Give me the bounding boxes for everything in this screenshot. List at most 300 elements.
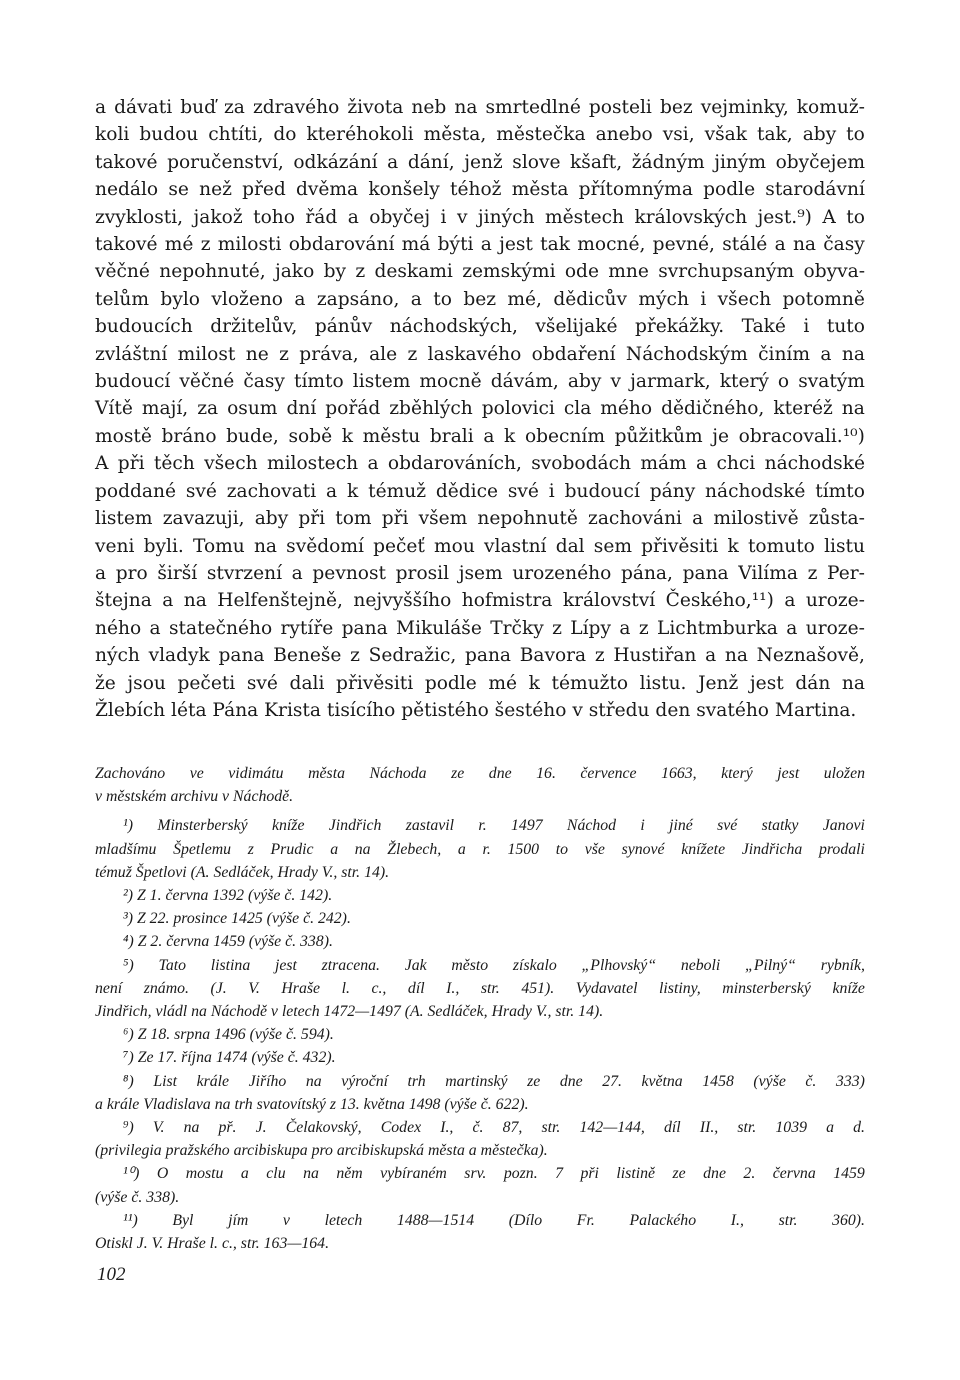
word: ztracena. <box>321 956 380 974</box>
word: svobodách <box>531 453 631 475</box>
word: knížete <box>681 840 726 858</box>
word: bráno <box>161 425 217 447</box>
word: městečka <box>496 124 586 146</box>
word: str. <box>737 1119 757 1137</box>
word: témuž <box>368 480 426 502</box>
word: „Pilný“ <box>745 956 796 974</box>
word: všech <box>717 288 772 310</box>
word: Codex <box>380 1119 422 1137</box>
word: uroze- <box>805 590 865 612</box>
word: časy <box>823 234 865 256</box>
word: zvláštní <box>95 343 168 365</box>
word: konšely <box>368 179 440 201</box>
word: d. <box>853 1119 865 1137</box>
word: zůsta- <box>808 508 865 530</box>
word: žádným <box>631 151 705 173</box>
footnote-line: ⁴) Z 2. června 1459 (výše č. 338). <box>123 933 333 951</box>
word: překážky. <box>634 316 725 338</box>
word: ¹) <box>123 817 133 835</box>
word: listu <box>824 535 865 557</box>
footnote-line <box>95 1116 865 1139</box>
word: Tomu <box>193 535 245 557</box>
word: 1459 <box>833 1165 865 1183</box>
word: listina <box>210 956 251 974</box>
word: zvyklosti, <box>95 206 184 228</box>
word: to <box>846 206 865 228</box>
word: a <box>95 562 107 584</box>
word: při <box>381 508 409 530</box>
word: Vilíma <box>738 562 798 584</box>
word: rybník, <box>820 956 865 974</box>
word: veni <box>95 535 135 557</box>
word: do <box>273 124 297 146</box>
word: mých <box>638 288 689 310</box>
word: a <box>162 590 174 612</box>
word: 16. <box>536 765 556 782</box>
word: potomně <box>782 288 865 310</box>
word: obdarování <box>288 234 395 256</box>
footnote-line: a krále Vladislava na trh svatovítský z 13. května 1498 (výše č. 622). <box>95 1095 529 1113</box>
word: I., <box>446 979 460 997</box>
word: ¹⁰) <box>123 1165 140 1183</box>
word: díl <box>664 1119 681 1137</box>
word: buď <box>180 97 216 118</box>
word: to <box>433 288 452 310</box>
word: Beneše <box>273 645 342 667</box>
word: milost <box>177 343 236 365</box>
word: jako <box>274 261 315 283</box>
word: činím <box>758 343 811 365</box>
word: řád <box>305 206 338 228</box>
word: brali <box>429 425 474 447</box>
word: věčné <box>95 261 150 283</box>
word: Helfenštejně, <box>217 590 343 612</box>
word: listem <box>95 508 153 530</box>
word: pana <box>341 617 388 639</box>
word: 360). <box>832 1211 865 1229</box>
main-text-line <box>95 395 865 422</box>
word: Palackého <box>629 1211 697 1229</box>
word: statečného <box>169 617 273 639</box>
word: ⁸) <box>123 1072 134 1090</box>
word: uroze- <box>805 617 865 639</box>
word: a <box>347 206 359 228</box>
word: města, <box>423 124 487 146</box>
word: podle <box>424 672 477 694</box>
footnote-line <box>95 814 865 837</box>
word: královských <box>634 206 748 228</box>
word: osum <box>227 398 278 420</box>
word: v <box>456 206 468 228</box>
word: Hustiřan <box>613 645 697 667</box>
word: vlastní <box>484 535 547 557</box>
word: (výše <box>753 1072 786 1090</box>
word: Fr. <box>576 1211 595 1229</box>
word: by <box>323 261 347 283</box>
word: jiných <box>477 206 535 228</box>
main-text-block <box>95 94 865 724</box>
word: budoucí <box>564 480 640 502</box>
word: vladyk <box>148 645 210 667</box>
word: pána, <box>620 562 673 584</box>
word: jest.⁹) <box>757 206 812 228</box>
word: a <box>457 840 466 858</box>
word: č. <box>472 1119 484 1137</box>
word: jest <box>749 672 784 694</box>
word: mocné, <box>577 234 646 256</box>
word: 451). <box>521 979 555 997</box>
word: trh <box>407 1072 426 1090</box>
word: který <box>721 765 753 782</box>
word: město <box>451 956 489 974</box>
word: takové <box>95 234 158 256</box>
word: o <box>777 371 790 393</box>
word: kníže <box>832 979 865 997</box>
word: Jiřího <box>248 1072 287 1090</box>
word: to <box>846 124 865 146</box>
word: v <box>282 1211 290 1229</box>
word: a <box>774 234 786 256</box>
main-text-line <box>95 286 865 313</box>
word: II., <box>699 1119 719 1137</box>
word: „Plhovský“ <box>581 956 657 974</box>
footnote-line <box>95 1070 865 1093</box>
word: letech <box>324 1211 363 1229</box>
word: z <box>200 234 211 256</box>
word: obyčejem <box>775 151 865 173</box>
word: l. <box>341 979 350 997</box>
footnote-line: Otiskl J. V. Hraše l. c., str. 163—164. <box>95 1235 330 1253</box>
word: sem <box>593 535 632 557</box>
word: z <box>279 343 289 365</box>
word: listině <box>616 1165 656 1183</box>
word: a <box>330 840 339 858</box>
footnote-line: témuž Špetlovi (A. Sedláček, Hrady V., str. 14). <box>95 863 390 881</box>
word: z <box>355 261 366 283</box>
word: z <box>407 343 418 365</box>
word: smrtedlné <box>485 97 581 118</box>
word: Lípy <box>570 617 611 639</box>
word: pečeť <box>373 535 425 557</box>
word: nejvyššího <box>353 590 452 612</box>
word: budou <box>139 124 199 146</box>
word: za <box>197 398 219 420</box>
word: a <box>696 453 708 475</box>
word: vsi, <box>662 124 695 146</box>
word: tak, <box>756 124 793 146</box>
word: dán <box>795 672 831 694</box>
word: listiny, <box>659 979 701 997</box>
word: července <box>580 765 637 782</box>
word: života <box>347 97 404 118</box>
word: jest <box>274 956 297 974</box>
word: martinský <box>445 1072 508 1090</box>
word: poručenství, <box>167 151 284 173</box>
word: a <box>619 617 631 639</box>
word: dvěma <box>296 179 359 201</box>
word: z <box>350 645 360 667</box>
word: tímto <box>815 480 865 502</box>
word: při <box>580 1165 599 1183</box>
word: z <box>594 645 605 667</box>
word: A <box>95 453 109 475</box>
word: uložen <box>823 765 865 782</box>
word: a <box>692 508 704 530</box>
word: aby <box>567 371 602 393</box>
word: náchodské <box>764 453 865 475</box>
word: A <box>822 206 836 228</box>
word: milostivě <box>713 508 799 530</box>
word: př. <box>218 1119 237 1137</box>
word: na <box>841 343 865 365</box>
word: vejminky, <box>700 97 789 118</box>
word: držitelův, <box>210 316 298 338</box>
word: I., <box>730 1211 744 1229</box>
word: Jindřich <box>328 817 382 835</box>
word: starodávní <box>765 179 865 201</box>
word: dne <box>488 765 512 782</box>
word: str. <box>480 979 500 997</box>
word: jím <box>228 1211 249 1229</box>
footnote-2 <box>95 884 865 907</box>
word: obyva- <box>803 261 865 283</box>
word: toho <box>253 206 295 228</box>
word: který <box>719 371 769 393</box>
word: synové <box>621 840 665 858</box>
word: půžitkům <box>614 425 703 447</box>
main-text-line <box>95 176 865 203</box>
footnote-line: ⁷) Ze 17. října 1474 (výše č. 432). <box>123 1049 336 1067</box>
footnote-8 <box>95 1070 865 1116</box>
word: a <box>410 288 422 310</box>
word: sobě <box>288 425 333 447</box>
word: urozeného <box>512 562 612 584</box>
word: přítomnýma <box>578 179 693 201</box>
word: jiné <box>669 817 693 835</box>
word: štejna <box>95 590 152 612</box>
main-text-line <box>95 478 865 505</box>
word: pana <box>218 645 265 667</box>
word: bez <box>463 288 497 310</box>
main-text-line: Žlebích léta Pána Krista tisícího pětistého šestého v středu den svatého Martina. <box>95 699 857 721</box>
word: Náchodským <box>625 343 748 365</box>
word: dědicův <box>553 288 627 310</box>
word: na <box>841 398 865 420</box>
word: mám <box>640 453 687 475</box>
main-text-line <box>95 121 865 148</box>
word: obracovali.¹⁰) <box>738 425 865 447</box>
word: a <box>387 151 399 173</box>
word: května <box>641 1072 683 1090</box>
word: Neznašově, <box>756 645 865 667</box>
word: známo. <box>143 979 189 997</box>
word: na <box>841 672 865 694</box>
word: pevnost <box>312 562 387 584</box>
word: a <box>291 562 303 584</box>
word: městech <box>544 206 625 228</box>
word: i <box>440 206 447 228</box>
word: z <box>807 562 818 584</box>
word: na <box>354 840 371 858</box>
word: Per- <box>827 562 865 584</box>
word: Náchod <box>566 817 617 835</box>
word: mou <box>434 535 475 557</box>
footnote-line <box>95 1209 865 1232</box>
word: získalo <box>512 956 557 974</box>
word: nepohnuté, <box>159 261 266 283</box>
word: O <box>156 1165 169 1183</box>
word: své <box>246 672 278 694</box>
word: má <box>401 234 431 256</box>
word: aby <box>254 508 289 530</box>
word: i <box>548 480 555 502</box>
word: ných <box>95 645 140 667</box>
word: zastavil <box>405 817 455 835</box>
word: Hraše <box>281 979 321 997</box>
word: č. <box>805 1072 817 1090</box>
word: mé, <box>507 288 542 310</box>
word: těch <box>153 453 195 475</box>
footnote-6 <box>95 1023 865 1046</box>
word: r. <box>478 817 487 835</box>
main-text-line <box>95 505 865 532</box>
word: anebo <box>595 124 653 146</box>
word: vše <box>584 840 605 858</box>
word: Náchoda <box>369 765 427 782</box>
word: jest <box>777 765 800 782</box>
word: k <box>341 425 354 447</box>
word: za <box>224 97 245 118</box>
word: zachovati <box>226 480 317 502</box>
word: nedálo <box>95 179 159 201</box>
word: pečeti <box>177 672 236 694</box>
word: téhož <box>450 179 502 201</box>
word: Lichtmburka <box>656 617 778 639</box>
word: chtíti, <box>208 124 264 146</box>
word: z <box>247 840 254 858</box>
word: a <box>95 97 107 118</box>
word: dne <box>559 1072 583 1090</box>
word: J. <box>255 1119 267 1137</box>
word: V. <box>152 1119 165 1137</box>
word: Bavora <box>519 645 587 667</box>
word: (J. <box>210 979 227 997</box>
word: vybíraném <box>380 1165 447 1183</box>
word: kšaft, <box>570 151 623 173</box>
word: 142—144, <box>579 1119 645 1137</box>
word: přivěsiti <box>641 535 719 557</box>
footnote-5 <box>95 954 865 1024</box>
word: a <box>149 617 161 639</box>
word: svatým <box>798 371 865 393</box>
word: Janovi <box>822 817 865 835</box>
word: listem <box>352 371 411 393</box>
word: Špetlemu <box>173 840 232 858</box>
word: Jak <box>404 956 427 974</box>
word: a <box>294 288 306 310</box>
main-text-line <box>95 423 865 450</box>
word: i <box>803 316 810 338</box>
word: a <box>480 234 492 256</box>
word: z <box>552 617 562 639</box>
word: 87, <box>502 1119 523 1137</box>
word: náchodských, <box>389 316 518 338</box>
word: kníže <box>272 817 305 835</box>
word: obdarováních, <box>387 453 522 475</box>
word: zemskými <box>462 261 556 283</box>
word: tom <box>335 508 372 530</box>
word: jenž <box>464 151 503 173</box>
word: před <box>242 179 286 201</box>
footnote-4 <box>95 930 865 953</box>
word: pořád <box>325 398 381 420</box>
word: věčné <box>179 371 235 393</box>
source-note <box>95 762 865 808</box>
word: 1663, <box>661 765 697 782</box>
word: Vítě <box>95 398 133 420</box>
word: stvrzení <box>206 562 283 584</box>
word: zavazuji, <box>162 508 245 530</box>
word: dání, <box>407 151 455 173</box>
word: Prudic <box>270 840 314 858</box>
footnote-line: ²) Z 1. června 1392 (výše č. 142). <box>123 887 333 905</box>
word: 2. <box>743 1165 756 1183</box>
word: neb <box>411 97 447 118</box>
footnote-line <box>95 762 865 785</box>
word: na <box>253 535 277 557</box>
word: laskavého <box>427 343 522 365</box>
main-text-line <box>95 450 865 477</box>
word: kteréhokoli <box>306 124 414 146</box>
word: k <box>346 480 359 502</box>
word: zachováni <box>588 508 683 530</box>
word: chci <box>716 453 756 475</box>
word: na <box>183 1119 200 1137</box>
word: býti <box>437 234 474 256</box>
word: své <box>507 480 539 502</box>
word: pro <box>115 562 148 584</box>
word: posteli <box>588 97 652 118</box>
word: byli. <box>143 535 184 557</box>
word: pana <box>464 645 512 667</box>
word: k <box>727 535 739 557</box>
word: neboli <box>680 956 721 974</box>
footnote-line <box>95 977 865 1000</box>
word: je <box>712 425 730 447</box>
word: a <box>240 1165 249 1183</box>
word: a <box>705 645 717 667</box>
word: zdravého <box>252 97 340 118</box>
word: své <box>185 480 217 502</box>
word: i <box>700 288 707 310</box>
word: milosti <box>217 234 282 256</box>
footnote-line: (privilegia pražského arcibiskupa pro arcibiskupská města a městečka). <box>95 1142 548 1160</box>
word: prosil <box>395 562 450 584</box>
word: obdaření <box>531 343 616 365</box>
word: r. <box>482 840 491 858</box>
footnotes-block <box>95 762 865 1255</box>
word: stálé <box>722 234 768 256</box>
word: pozn. <box>503 1165 538 1183</box>
word: při <box>298 508 326 530</box>
word: odkázání <box>293 151 378 173</box>
word: mostu <box>185 1165 224 1183</box>
main-text-line <box>95 587 865 614</box>
word: bez <box>659 97 693 118</box>
word: budoucí <box>95 371 171 393</box>
word: krále <box>196 1072 230 1090</box>
word: Byl <box>172 1211 194 1229</box>
